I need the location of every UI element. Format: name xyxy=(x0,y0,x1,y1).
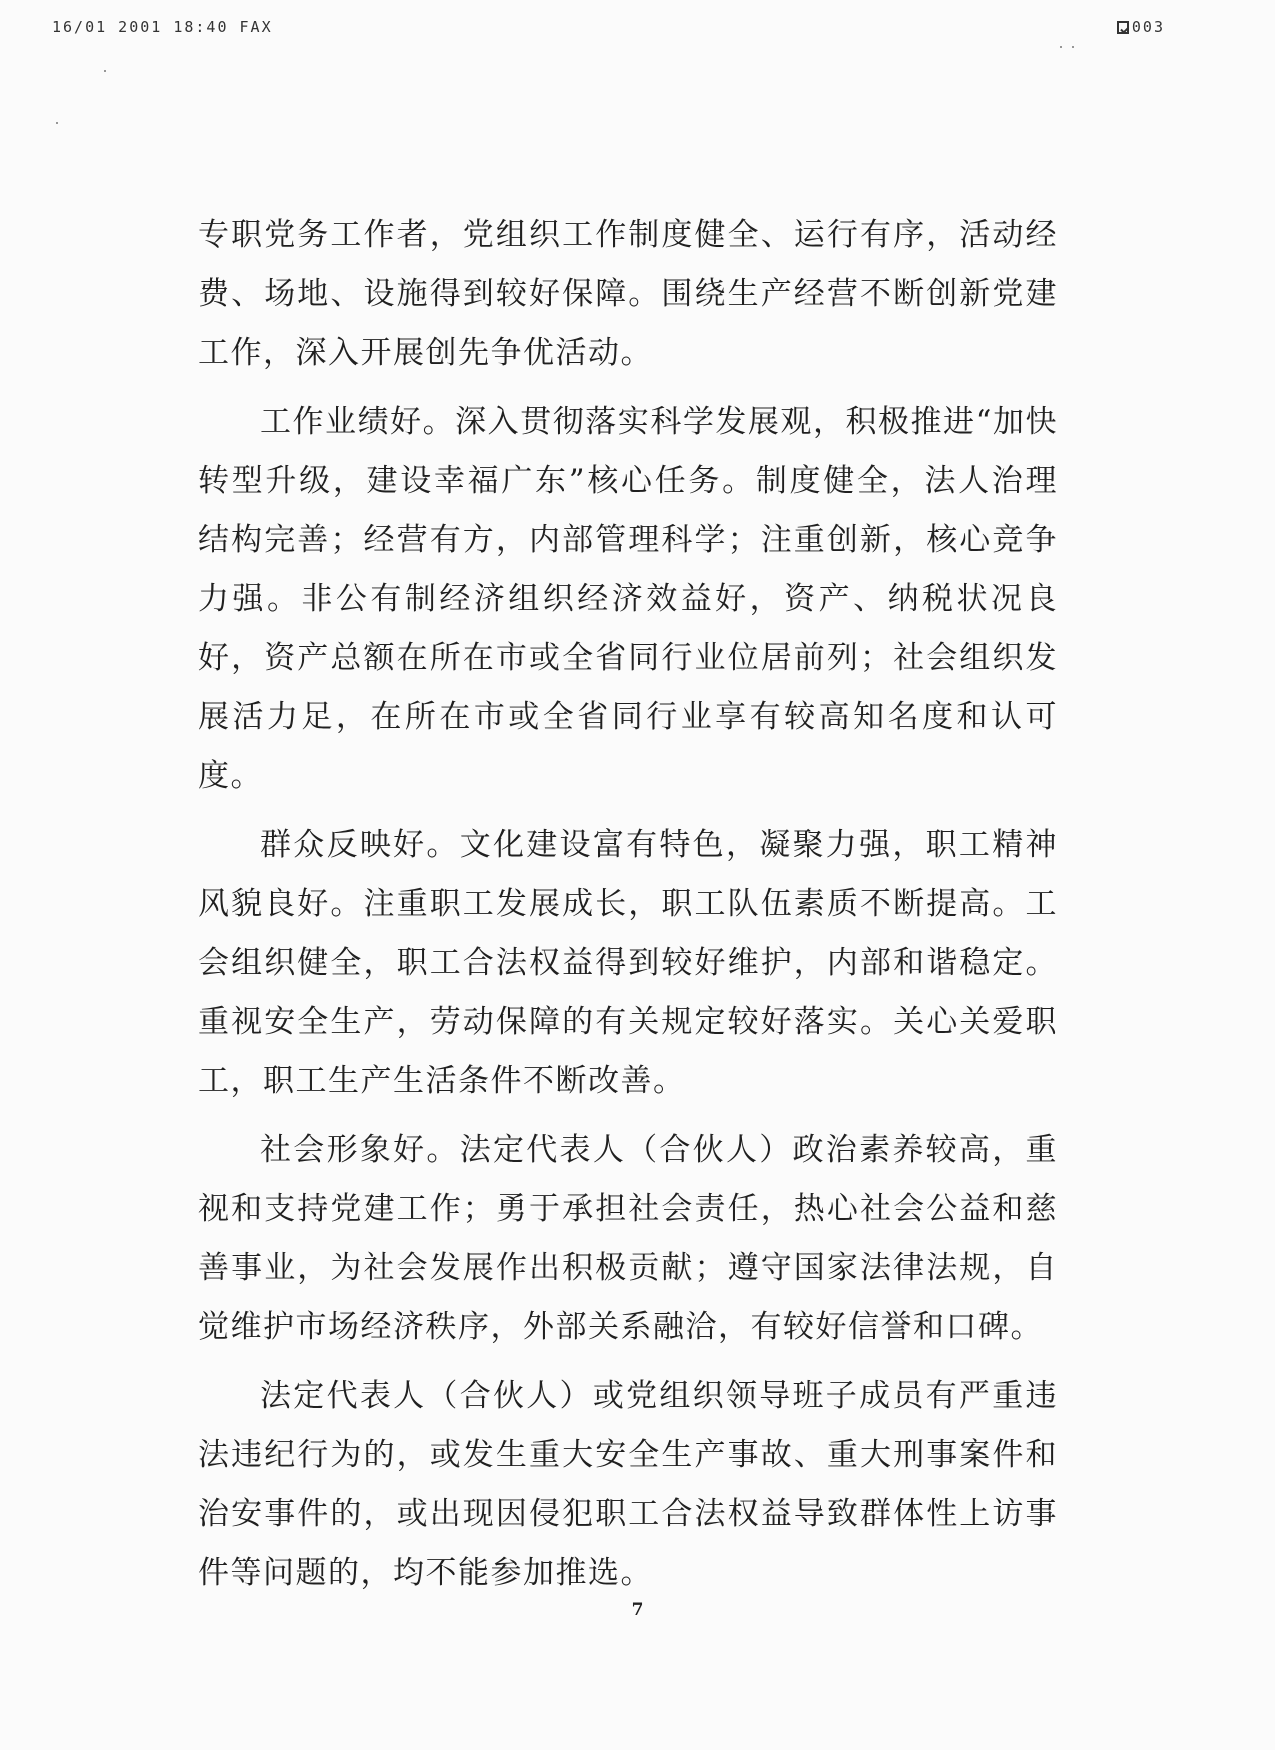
checkbox-icon xyxy=(1117,21,1129,34)
paragraph-social-image: 社会形象好。法定代表人（合伙人）政治素养较高，重视和支持党建工作；勇于承担社会责任，热心社会公益和慈善事业，为社会发展作出积极贡献；遵守国家法律法规，自觉维护市场经济秩序，外部关系融洽，有较好信誉和口碑。 xyxy=(198,1132,1058,1345)
fax-page-number: 003 xyxy=(1131,18,1165,36)
page-number: 7 xyxy=(631,1600,644,1620)
fax-timestamp: 16/01 2001 18:40 FAX xyxy=(52,18,273,36)
paragraph-work-performance: 工作业绩好。深入贯彻落实科学发展观，积极推进“加快转型升级，建设幸福广东”核心任务。制度健全，法人治理结构完善；经营有方，内部管理科学；注重创新，核心竞争力强。非公有制经济组织经济效益好，资产、纳税状况良好，资产总额在所在市或全省同行业位居前列；社会组织发展活力足，在所在市或全省同行业享有较高知名度和认可度。 xyxy=(198,404,1058,794)
scan-speck xyxy=(1060,46,1062,48)
fax-page-counter xyxy=(1117,18,1165,36)
paragraph-continuation: 专职党务工作者，党组织工作制度健全、运行有序，活动经费、场地、设施得到较好保障。围绕生产经营不断创新党建工作，深入开展创先争优活动。 xyxy=(198,217,1058,371)
fax-header xyxy=(52,18,1165,40)
paragraph-public-feedback: 群众反映好。文化建设富有特色，凝聚力强，职工精神风貌良好。注重职工发展成长，职工队伍素质不断提高。工会组织健全，职工合法权益得到较好维护，内部和谐稳定。重视安全生产，劳动保障的有关规定较好落实。关心关爱职工，职工生产生活条件不断改善。 xyxy=(198,827,1058,1099)
scan-speck xyxy=(56,122,58,124)
scan-speck xyxy=(104,70,106,72)
scan-speck xyxy=(1072,46,1074,48)
document-body xyxy=(198,206,1058,1613)
paragraph-exclusion-rule: 法定代表人（合伙人）或党组织领导班子成员有严重违法违纪行为的，或发生重大安全生产事故、重大刑事案件和治安事件的，或出现因侵犯职工合法权益导致群体性上访事件等问题的，均不能参加推选。 xyxy=(198,1378,1058,1591)
